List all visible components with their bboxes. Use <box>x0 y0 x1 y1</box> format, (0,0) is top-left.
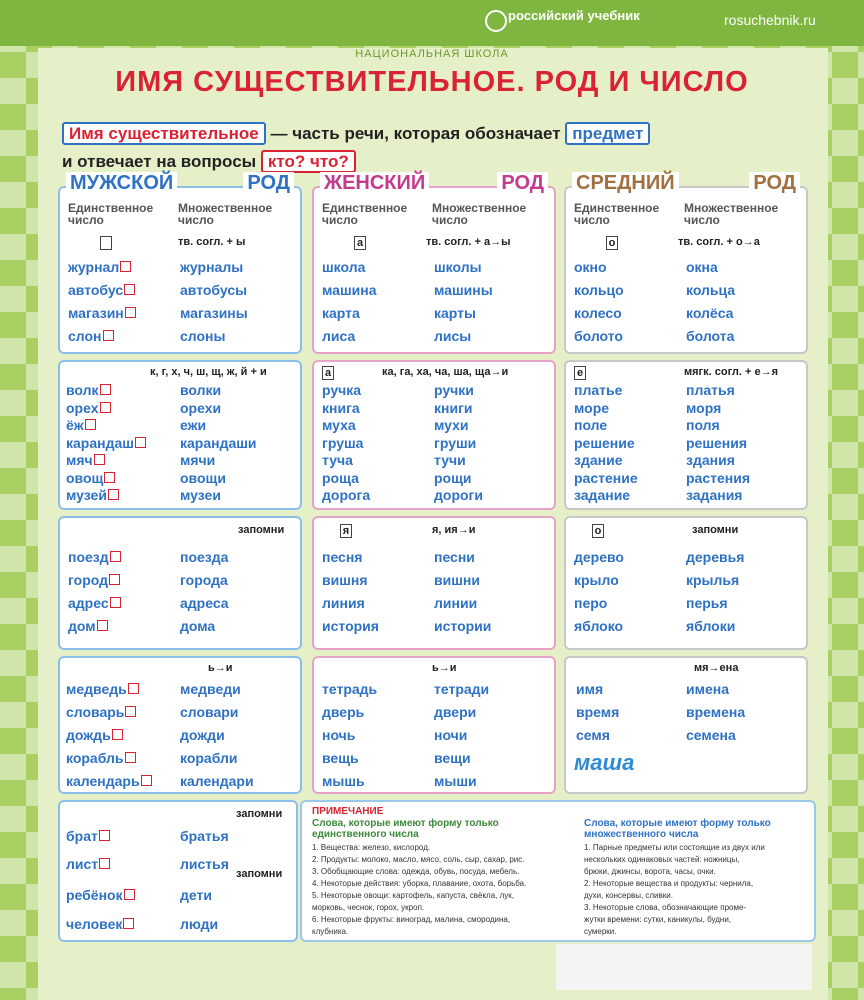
plural-list: журналы автобусы магазины слоны <box>180 259 248 344</box>
plural-list: ручки книги мухи груши тучи рощи дороги <box>434 382 483 503</box>
plural-label: Множественное число <box>684 201 779 227</box>
note-left-heading: Слова, которые имеют форму только единственного числа <box>312 818 499 840</box>
feminine-box-4 <box>312 656 556 794</box>
series-label: НАЦИОНАЛЬНАЯ ШКОЛА <box>355 48 509 60</box>
ending-marker: а <box>354 236 366 250</box>
ending-marker: о <box>592 524 604 538</box>
singular-list: журнал автобус магазин слон <box>68 256 136 348</box>
note-panel <box>300 800 816 942</box>
rule-label: тв. согл. + а→ы <box>426 236 511 248</box>
singular-list: дерево крыло перо яблоко <box>574 549 624 634</box>
plural-list: деревья крылья перья яблоки <box>686 549 745 634</box>
definition-text-1: — часть речи, которая обозначает <box>265 124 566 143</box>
plural-list: тетради двери ночи вещи мыши <box>434 681 490 789</box>
rule-label: тв. согл. + о→а <box>678 236 760 248</box>
publisher-name: российский учебник <box>508 8 640 23</box>
singular-list: имя время семя <box>576 681 620 743</box>
rule-label: тв. согл. + ы <box>178 236 246 248</box>
ending-marker: я <box>340 524 352 538</box>
masculine-box-2 <box>58 360 302 510</box>
plural-list: медведи словари дожди корабли календари <box>180 681 254 789</box>
keyword-highlight: предмет <box>565 122 650 145</box>
ending-marker: е <box>574 366 586 380</box>
definition-text-2: и отвечает на вопросы <box>62 152 261 171</box>
neuter-box-3 <box>564 516 808 650</box>
rule-label: мя→ена <box>694 662 739 674</box>
rule-label: запомни <box>236 808 283 820</box>
feminine-box-3 <box>312 516 556 650</box>
imprint-block <box>556 944 812 990</box>
plural-list: школы машины карты лисы <box>434 259 493 344</box>
rule-label: запомни <box>238 524 285 536</box>
singular-label: Единственное число <box>574 201 660 227</box>
feminine-box-2 <box>312 360 556 510</box>
plural-list: волки орехи ежи карандаши мячи овощи музеи <box>180 382 257 503</box>
singular-list: платье море поле решение здание растение задание <box>574 382 638 503</box>
ending-marker <box>100 236 112 253</box>
rule-label: ь→и <box>432 662 457 674</box>
singular-list: песня вишня линия история <box>322 549 379 634</box>
singular-list: ручка книга муха груша туча роща дорога <box>322 382 371 503</box>
definition <box>62 120 802 176</box>
note-right-heading: Слова, которые имеют форму только множественного числа <box>584 818 771 840</box>
masha-lettering: маша <box>574 750 635 775</box>
singular-list: школа машина карта лиса <box>322 259 377 344</box>
ending-marker: а <box>322 366 334 380</box>
rule-label: ь→и <box>208 662 233 674</box>
singular-list: тетрадь дверь ночь вещь мышь <box>322 681 378 789</box>
plural-list: песни вишни линии истории <box>434 549 492 634</box>
top-bar <box>0 0 864 46</box>
singular-list: окно кольцо колесо болото <box>574 259 624 344</box>
rule-label: запомни <box>692 524 739 536</box>
feminine-heading: ЖЕНСКИЙ <box>320 172 429 195</box>
singular-list: волк орех ёж карандаш мяч овощ музей <box>66 382 146 505</box>
singular-label: Единственное число <box>322 201 408 227</box>
plural-list: поезда города адреса дома <box>180 549 229 634</box>
ending-marker: о <box>606 236 618 250</box>
publisher-logo-icon <box>485 10 507 32</box>
note-title: ПРИМЕЧАНИЕ <box>312 806 384 817</box>
questions-highlight: кто? что? <box>261 150 356 173</box>
neuter-box-2 <box>564 360 808 510</box>
plural-list: братья листья дети люди <box>180 828 229 932</box>
masculine-box-3 <box>58 516 302 650</box>
note-right-list: 1. Парные предметы или состоящие из двух или нескольких одинаковых частей: ножницы, брюки, джинсы, ворота, часы, очки. 2. Некоторые вещества и продукты: чернила, духи, консервы, сливки. 3. Некоторые слова, обозначающие проме- жутки времени: сутки, каникулы, будни, сумерки. <box>584 843 765 936</box>
singular-list: брат лист ребёнок человек <box>66 822 135 936</box>
plural-label: Множественное число <box>178 201 273 227</box>
feminine-box-1 <box>312 172 556 354</box>
singular-list: медведь словарь дождь корабль календарь <box>66 678 152 793</box>
masculine-heading: МУЖСКОЙ <box>66 172 177 195</box>
rule-label-2: запомни <box>236 868 283 880</box>
masculine-box-4 <box>58 656 302 794</box>
neuter-box-1 <box>564 172 808 354</box>
singular-list: поезд город адрес дом <box>68 546 121 638</box>
term-highlight: Имя существительное <box>62 122 266 145</box>
page-title: ИМЯ СУЩЕСТВИТЕЛЬНОЕ. РОД И ЧИСЛО <box>115 66 749 98</box>
plural-label: Множественное число <box>432 201 527 227</box>
feminine-rod: РОД <box>497 172 548 195</box>
plural-list: имена времена семена <box>686 681 746 743</box>
neuter-box-4 <box>564 656 808 794</box>
note-left-list: 1. Вещества: железо, кислород. 2. Продукты: молоко, масло, мясо, соль, сыр, сахар, рис. 3. Обобщающие слова: одежда, обувь, посуда, мебель. 4. Некоторые действия: уборка, плавание, охота, борьба. 5. Некоторые овощи: картофель, капуста, свёкла, лук, морковь, чеснок, горох, укроп. 6. Некоторые фрукты: виноград, малина, смородина, клубника. <box>312 843 527 936</box>
masculine-rod: РОД <box>243 172 294 195</box>
masculine-box-1 <box>58 172 302 354</box>
neuter-rod: РОД <box>749 172 800 195</box>
plural-list: платья моря поля решения здания растения задания <box>686 382 750 503</box>
website-link[interactable]: rosuchebnik.ru <box>724 12 816 28</box>
rule-label: к, г, х, ч, ш, щ, ж, й + и <box>150 366 267 378</box>
rule-label: мягк. согл. + е→я <box>684 366 779 378</box>
rule-label: ка, га, ха, ча, ша, ща→и <box>382 366 509 378</box>
masculine-box-5 <box>58 800 298 942</box>
plural-list: окна кольца колёса болота <box>686 259 736 344</box>
rule-label: я, ия→и <box>432 524 476 536</box>
singular-label: Единственное число <box>68 201 154 227</box>
neuter-heading: СРЕДНИЙ <box>572 172 679 195</box>
